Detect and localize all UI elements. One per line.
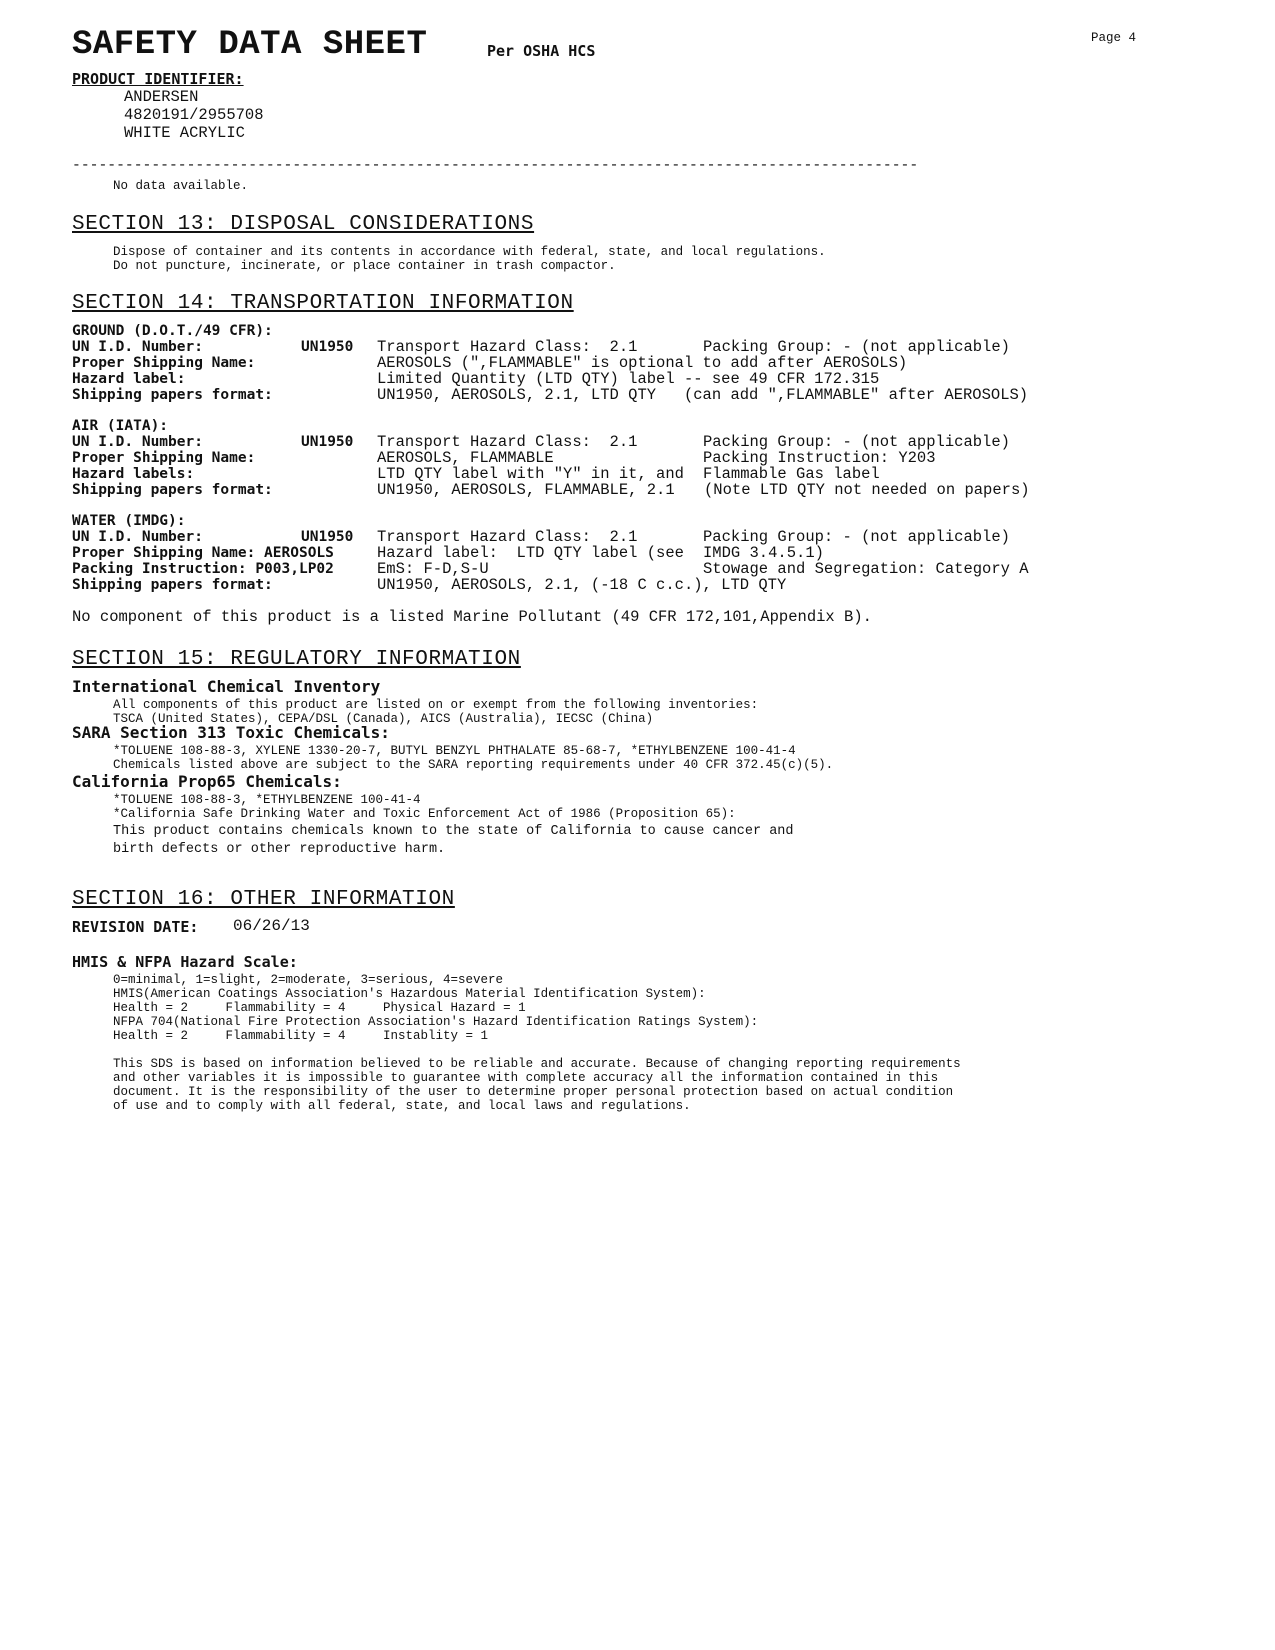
- air-title: AIR (IATA):: [72, 418, 169, 434]
- disclaimer-line-1: This SDS is based on information believed to be reliable and accurate. Because of changing reporting requirements: [113, 1057, 961, 1071]
- ground-packing-group: Packing Group: - (not applicable): [703, 338, 1010, 356]
- water-ems: EmS: F-D,S-U: [377, 560, 489, 578]
- prop65-line-2: *California Safe Drinking Water and Toxic Enforcement Act of 1986 (Proposition 65):: [113, 807, 736, 821]
- ground-hazard-class: Transport Hazard Class: 2.1: [377, 338, 638, 356]
- water-un-label: UN I.D. Number:: [72, 529, 203, 545]
- water-title: WATER (IMDG):: [72, 513, 186, 529]
- hazard-scale-line-1: 0=minimal, 1=slight, 2=moderate, 3=serious, 4=severe: [113, 973, 504, 987]
- inventory-title: International Chemical Inventory: [72, 677, 381, 696]
- document-title: SAFETY DATA SHEET: [72, 26, 428, 64]
- hazard-scale-line-5: Health = 2 Flammability = 4 Instablity = 1: [113, 1029, 489, 1043]
- product-line-brand: ANDERSEN: [124, 88, 199, 106]
- air-hazard-class: Transport Hazard Class: 2.1: [377, 433, 638, 451]
- ground-hazard-label-label: Hazard label:: [72, 371, 186, 387]
- water-packing-label: Packing Instruction: P003,LP02: [72, 561, 334, 577]
- air-papers-label: Shipping papers format:: [72, 482, 273, 498]
- prop65-title: California Prop65 Chemicals:: [72, 772, 342, 791]
- section-13-line-1: Dispose of container and its contents in accordance with federal, state, and local regulations.: [113, 245, 826, 259]
- sara-line-2: Chemicals listed above are subject to the SARA reporting requirements under 40 CFR 372.45(c)(5).: [113, 758, 834, 772]
- ground-papers-label: Shipping papers format:: [72, 387, 273, 403]
- water-packing-group: Packing Group: - (not applicable): [703, 528, 1010, 546]
- section-13-heading: SECTION 13: DISPOSAL CONSIDERATIONS: [72, 213, 535, 236]
- product-identifier-label: PRODUCT IDENTIFIER:: [72, 70, 244, 88]
- sara-line-1: *TOLUENE 108-88-3, XYLENE 1330-20-7, BUTYL BENZYL PHTHALATE 85-68-7, *ETHYLBENZENE 100-41-4: [113, 744, 796, 758]
- intro-text: No data available.: [113, 179, 249, 193]
- disclaimer-line-4: of use and to comply with all federal, state, and local laws and regulations.: [113, 1099, 691, 1113]
- section-14-heading: SECTION 14: TRANSPORTATION INFORMATION: [72, 292, 574, 315]
- air-hazard-labels: LTD QTY label with "Y" in it, and: [377, 465, 684, 483]
- hazard-scale-title: HMIS & NFPA Hazard Scale:: [72, 953, 298, 971]
- section-13-line-2: Do not puncture, incinerate, or place container in trash compactor.: [113, 259, 616, 273]
- inventory-line-1: All components of this product are listed on or exempt from the following inventories:: [113, 698, 759, 712]
- water-stowage: Stowage and Segregation: Category A: [703, 560, 1029, 578]
- air-hazard-labels-label: Hazard labels:: [72, 466, 195, 482]
- water-shipping-name-label: Proper Shipping Name: AEROSOLS: [72, 545, 334, 561]
- prop65-line-1: *TOLUENE 108-88-3, *ETHYLBENZENE 100-41-4: [113, 793, 421, 807]
- product-line-code: 4820191/2955708: [124, 106, 264, 124]
- water-papers-format: UN1950, AEROSOLS, 2.1, (-18 C c.c.), LTD QTY: [377, 576, 787, 594]
- ground-hazard-label: Limited Quantity (LTD QTY) label -- see 49 CFR 172.315: [377, 370, 880, 388]
- sara-title: SARA Section 313 Toxic Chemicals:: [72, 723, 390, 742]
- disclaimer-line-3: document. It is the responsibility of the user to determine proper personal protection based on actual condition: [113, 1085, 954, 1099]
- air-hazard-labels-2: Flammable Gas label: [703, 465, 880, 483]
- hazard-scale-line-3: Health = 2 Flammability = 4 Physical Hazard = 1: [113, 1001, 526, 1015]
- air-packing-instruction: Packing Instruction: Y203: [703, 449, 936, 467]
- disclaimer-line-2: and other variables it is impossible to guarantee with complete accuracy all the information contained in this: [113, 1071, 939, 1085]
- ground-shipping-name: AEROSOLS (",FLAMMABLE" is optional to add after AEROSOLS): [377, 354, 908, 372]
- prop65-warning-1: This product contains chemicals known to the state of California to cause cancer and: [113, 824, 794, 839]
- marine-pollutant-note: No component of this product is a listed Marine Pollutant (49 CFR 172,101,Appendix B).: [72, 608, 872, 626]
- prop65-warning-2: birth defects or other reproductive harm.: [113, 842, 446, 857]
- air-un-label: UN I.D. Number:: [72, 434, 203, 450]
- air-shipping-name: AEROSOLS, FLAMMABLE: [377, 449, 554, 467]
- hazard-scale-line-4: NFPA 704(National Fire Protection Association's Hazard Identification Ratings System):: [113, 1015, 759, 1029]
- air-shipping-name-label: Proper Shipping Name:: [72, 450, 256, 466]
- ground-un-label: UN I.D. Number:: [72, 339, 203, 355]
- water-un-code: UN1950: [301, 529, 354, 545]
- product-line-name: WHITE ACRYLIC: [124, 124, 245, 142]
- section-15-heading: SECTION 15: REGULATORY INFORMATION: [72, 648, 521, 671]
- inventory-line-2: TSCA (United States), CEPA/DSL (Canada), AICS (Australia), IECSC (China): [113, 712, 654, 726]
- document-subtitle: Per OSHA HCS: [487, 42, 596, 60]
- air-papers-note: (Note LTD QTY not needed on papers): [704, 481, 1030, 499]
- ground-un-code: UN1950: [301, 339, 354, 355]
- page-number: Page 4: [1091, 31, 1137, 45]
- water-hazard-label: Hazard label: LTD QTY label (see: [377, 544, 684, 562]
- water-imdg-ref: IMDG 3.4.5.1): [703, 544, 824, 562]
- water-hazard-class: Transport Hazard Class: 2.1: [377, 528, 638, 546]
- water-papers-label: Shipping papers format:: [72, 577, 273, 593]
- revision-date-value: 06/26/13: [233, 917, 310, 935]
- ground-title: GROUND (D.O.T./49 CFR):: [72, 323, 273, 339]
- hazard-scale-line-2: HMIS(American Coatings Association's Hazardous Material Identification System):: [113, 987, 706, 1001]
- header-divider: ------------------------------------------------------------------------------------------------: [72, 158, 919, 174]
- air-packing-group: Packing Group: - (not applicable): [703, 433, 1010, 451]
- air-papers-format: UN1950, AEROSOLS, FLAMMABLE, 2.1: [377, 481, 675, 499]
- ground-shipping-name-label: Proper Shipping Name:: [72, 355, 256, 371]
- revision-date-label: REVISION DATE:: [72, 918, 199, 936]
- section-16-heading: SECTION 16: OTHER INFORMATION: [72, 888, 455, 911]
- ground-papers-format: UN1950, AEROSOLS, 2.1, LTD QTY (can add ",FLAMMABLE" after AEROSOLS): [377, 386, 1029, 404]
- air-un-code: UN1950: [301, 434, 354, 450]
